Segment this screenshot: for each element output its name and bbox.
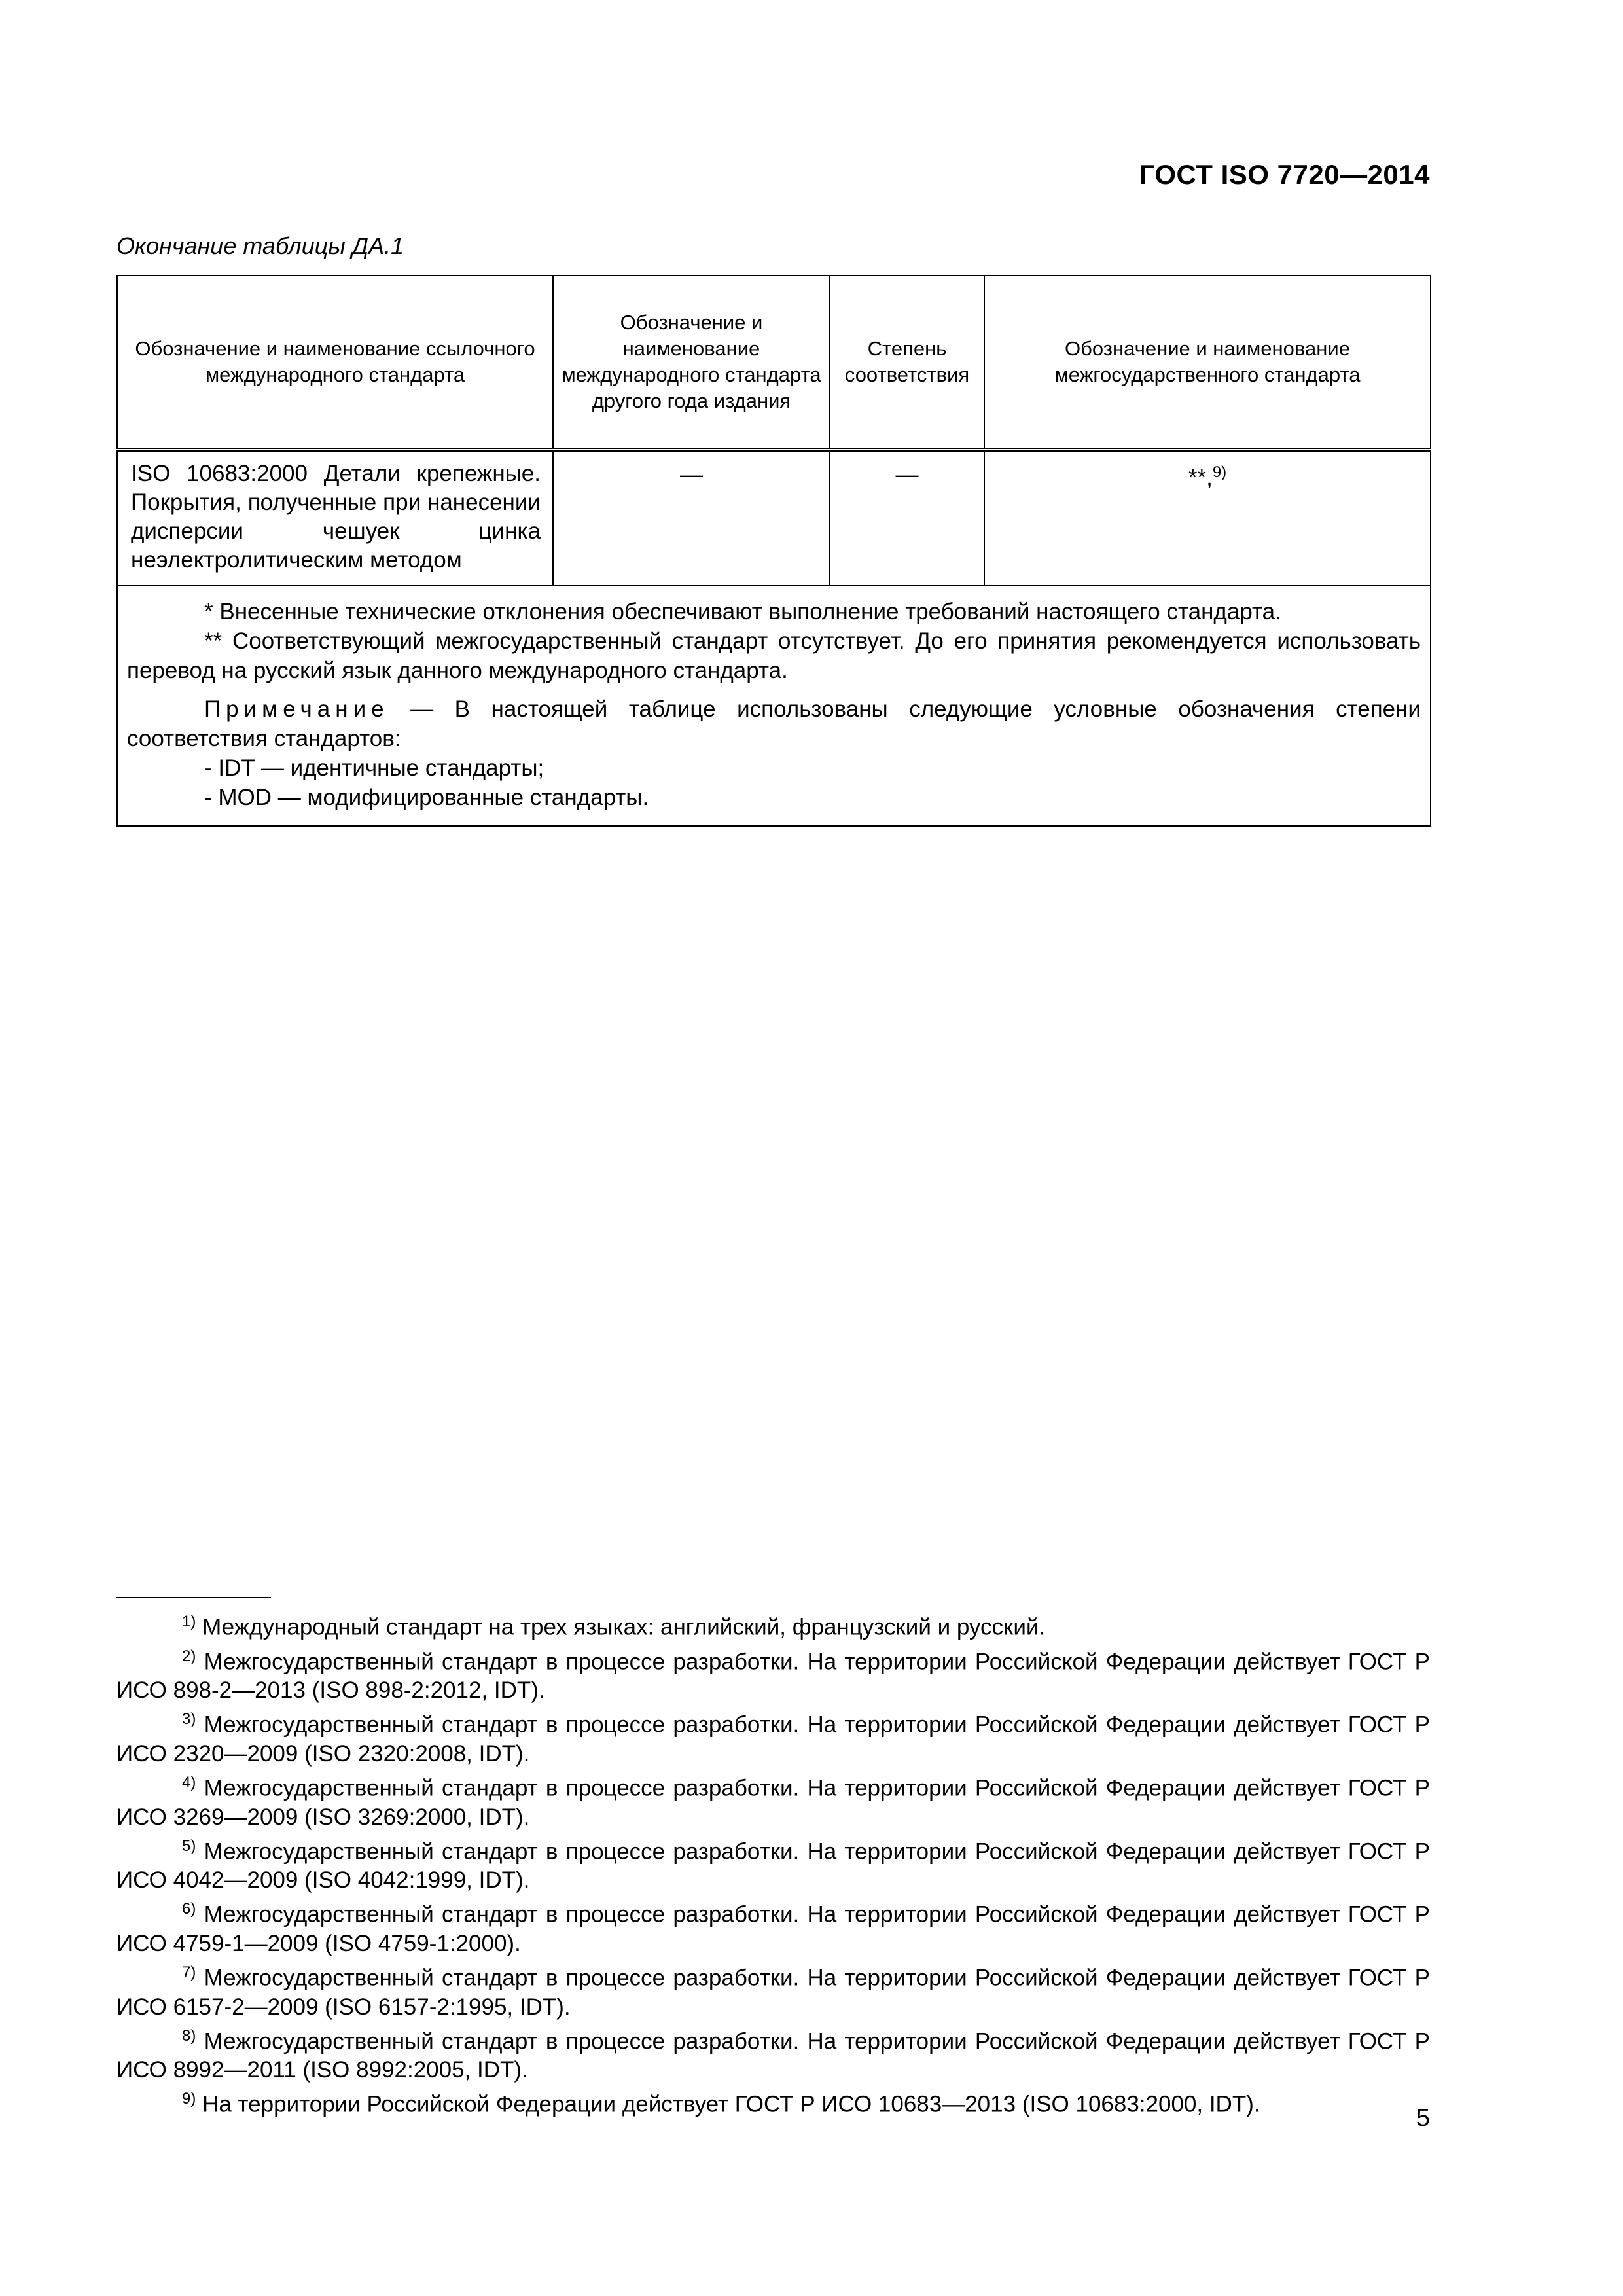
footnote-number: 1): [182, 1613, 196, 1630]
note-star-1: * Внесенные технические отклонения обеспечивают выполнение требований настоящего стандарта.: [204, 599, 1281, 624]
footnote-7: [116, 1958, 1430, 2022]
interstate-footnote-ref: 9): [1212, 463, 1227, 481]
footnotes: [116, 1607, 1430, 2119]
cell-degree: —: [830, 450, 984, 586]
footnote-number: 5): [182, 1837, 196, 1855]
footnote-number: 7): [182, 1963, 196, 1981]
table-row: [117, 450, 1431, 586]
note-text: — В настоящей таблице использованы следующие условные обозначения степени соответствия стандартов:: [127, 696, 1421, 751]
table-caption: Окончание таблицы ДА.1: [116, 232, 404, 259]
footnote-text: Межгосударственный стандарт в процессе разработки. На территории Российской Федерации действует ГОСТ Р ИСО 3269—2009 (ISO 3269:2000, IDT).: [116, 1775, 1430, 1830]
footnote-6: [116, 1895, 1430, 1958]
note-paragraph: [127, 694, 1421, 753]
cell-other-year: —: [553, 450, 830, 586]
table-notes-cell: [117, 586, 1431, 826]
footnote-2: [116, 1642, 1430, 1706]
footnote-text: Межгосударственный стандарт в процессе разработки. На территории Российской Федерации действует ГОСТ Р ИСО 4042—2009 (ISO 4042:1999, IDT).: [116, 1839, 1430, 1893]
col-header-other-year: Обозначение и наименование международного стандарта другого года издания: [553, 276, 830, 450]
footnote-3: [116, 1705, 1430, 1768]
footnote-text: На территории Российской Федерации действует ГОСТ Р ИСО 10683—2013 (ISO 10683:2000, IDT).: [196, 2091, 1260, 2117]
footnote-1: [116, 1607, 1430, 1642]
footnote-9: [116, 2085, 1430, 2119]
col-header-ref-standard: Обозначение и наименование ссылочного международного стандарта: [117, 276, 553, 450]
footnote-text: Межгосударственный стандарт в процессе разработки. На территории Российской Федерации действует ГОСТ Р ИСО 6157-2—2009 (ISO 6157-2:1995, IDT).: [116, 1965, 1430, 2020]
footnote-text: Межгосударственный стандарт в процессе разработки. На территории Российской Федерации действует ГОСТ Р ИСО 898-2—2013 (ISO 898-2:2012, IDT).: [116, 1649, 1430, 1704]
note-label: Примечание: [204, 696, 389, 722]
footnote-text: Межгосударственный стандарт в процессе разработки. На территории Российской Федерации действует ГОСТ Р ИСО 4759-1—2009 (ISO 4759-1:2000).: [116, 1901, 1430, 1956]
footnote-number: 3): [182, 1710, 196, 1729]
note-list-item-idt: - IDT — идентичные стандарты;: [204, 755, 544, 781]
col-header-degree: Степень соответствия: [830, 276, 984, 450]
footnote-8: [116, 2022, 1430, 2085]
footnote-text: Межгосударственный стандарт в процессе разработки. На территории Российской Федерации действует ГОСТ Р ИСО 8992—2011 (ISO 8992:2005, IDT).: [116, 2028, 1430, 2083]
footnote-separator: [116, 1597, 271, 1598]
table-notes-row: [117, 586, 1431, 826]
col-header-interstate: Обозначение и наименование межгосударственного стандарта: [984, 276, 1431, 450]
interstate-mark: **,: [1188, 465, 1213, 491]
note-star-2: ** Соответствующий межгосударственный стандарт отсутствует. До его принятия рекомендуется использовать перевод на русский язык данного международного стандарта.: [127, 628, 1421, 683]
footnote-number: 2): [182, 1647, 196, 1665]
table-header-row: [117, 276, 1431, 450]
reference-table: [116, 275, 1431, 827]
footnote-number: 4): [182, 1773, 196, 1791]
footnote-number: 8): [182, 2026, 196, 2045]
footnote-number: 6): [182, 1900, 196, 1918]
note-list-item-mod: - MOD — модифицированные стандарты.: [204, 785, 649, 810]
cell-interstate: [984, 450, 1431, 586]
footnote-text: Межгосударственный стандарт в процессе разработки. На территории Российской Федерации действует ГОСТ Р ИСО 2320—2009 (ISO 2320:2008, IDT).: [116, 1712, 1430, 1767]
cell-ref-standard: ISO 10683:2000 Детали крепежные. Покрытия, полученные при нанесении дисперсии чешуек цинка неэлектролитическим методом: [117, 450, 553, 586]
footnote-4: [116, 1768, 1430, 1832]
footnote-5: [116, 1832, 1430, 1895]
page-number: 5: [1416, 2104, 1430, 2132]
footnote-text: Международный стандарт на трех языках: английский, французский и русский.: [196, 1614, 1046, 1640]
footnote-number: 9): [182, 2090, 196, 2108]
document-header: ГОСТ ISO 7720—2014: [1139, 159, 1430, 190]
